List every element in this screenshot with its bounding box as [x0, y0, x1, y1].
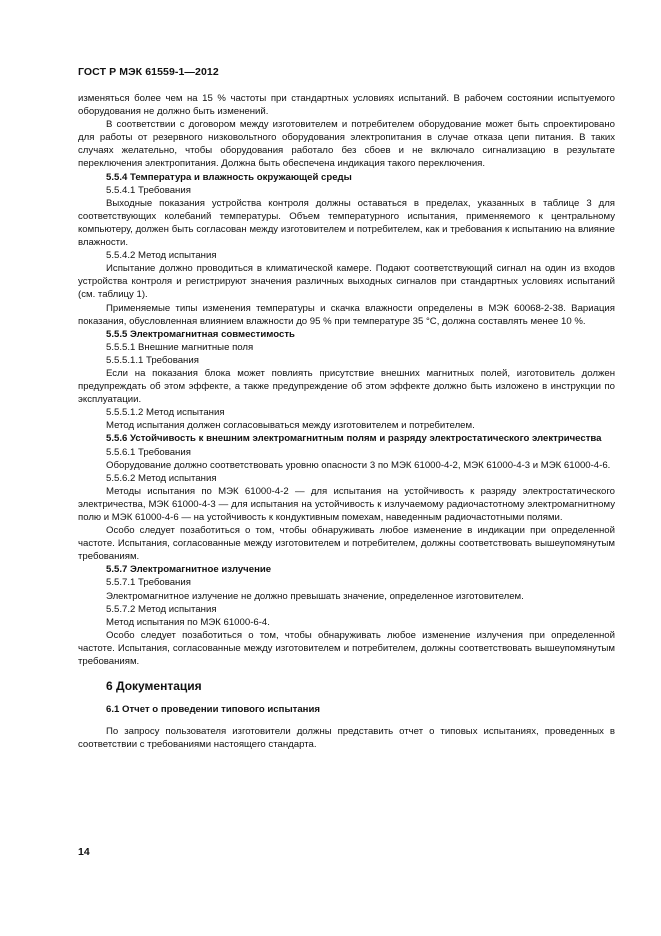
body-paragraph: изменяться более чем на 15 % частоты при стандартных условиях испытаний. В рабочем состоянии испытуемого оборудования не должно быть изменений.	[78, 93, 615, 118]
clause-heading: 5.5.6 Устойчивость к внешним электромагнитным полям и разряду электростатического электричества	[106, 433, 602, 445]
body-paragraph: Испытание должно проводиться в климатической камере. Подают соответствующий сигнал на один из входов устройства контроля и регистрируют значения различных выходных сигналов при стандартных условиях испытаний (см. таблицу 1).	[78, 263, 615, 301]
clause-heading: 5.5.4 Температура и влажность окружающей среды	[106, 171, 352, 183]
body-paragraph: Применяемые типы изменения температуры и скачка влажности определены в МЭК 60068-2-38. Вариация показания, обусловленная влиянием влажности до 95 % при температуре 35 °С, должна составлять менее 10 %.	[78, 302, 615, 327]
body-paragraph: 5.5.4.1 Требования	[106, 184, 191, 196]
body-paragraph: 5.5.4.2 Метод испытания	[106, 250, 217, 262]
page-number: 14	[78, 846, 90, 858]
subsection-heading: 6.1 Отчет о проведении типового испытания	[106, 704, 320, 716]
body-paragraph: 5.5.5.1.1 Требования	[106, 354, 199, 366]
section-heading: 6 Документация	[106, 679, 202, 694]
body-paragraph: Если на показания блока может повлиять присутствие внешних магнитных полей, изготовитель должен предупреждать об этом эффекте, а также предупреждение об этом эффекте должно быть изложено в инструкции по эксплуатации.	[78, 367, 615, 406]
body-paragraph: Электромагнитное излучение не должно превышать значение, определенное изготовителем.	[106, 590, 524, 602]
clause-heading: 5.5.7 Электромагнитное излучение	[106, 564, 272, 576]
body-paragraph: 5.5.6.2 Метод испытания	[106, 472, 217, 484]
body-paragraph: Особо следует позаботиться о том, чтобы обнаруживать любое изменение в индикации при определенной частоте. Испытания, согласованные между изготовителем и потребителем, должны соответствовать вышеупомянутым требованиям.	[78, 525, 615, 563]
body-paragraph: 5.5.7.2 Метод испытания	[106, 603, 217, 615]
body-paragraph: Выходные показания устройства контроля должны оставаться в пределах, указанных в таблице 3 для соответствующих колебаний температуры. Объем температурного испытания, применяемого к центральному компьютеру, должен быть согласован между изготовителем и потребителем, как и требования к испытанию на влияние влажности.	[78, 197, 615, 249]
body-paragraph: 5.5.6.1 Требования	[106, 446, 191, 458]
body-paragraph: Особо следует позаботиться о том, чтобы обнаруживать любое изменение излучения при определенной частоте. Испытания, согласованные между изготовителем и потребителем, должны соответствовать вышеупомянутым требованиям.	[78, 629, 615, 668]
body-paragraph: Оборудование должно соответствовать уровню опасности 3 по МЭК 61000-4-2, МЭК 61000-4-3 и МЭК 61000-4-6.	[106, 459, 611, 471]
body-paragraph: В соответствии с договором между изготовителем и потребителем оборудование может быть спроектировано для работы от резервного низковольтного оборудования электропитания в случае отказа цепи питания. В таких случаях желательно, чтобы оборудования работало без сбоев и не включало сигнализацию в результате переключения электропитания. Должна быть обеспечена индикация такого переключения.	[78, 119, 615, 170]
body-paragraph: Метод испытания должен согласовываться между изготовителем и потребителем.	[106, 420, 475, 432]
body-paragraph: Метод испытания по МЭК 61000-6-4.	[106, 616, 270, 628]
document-body	[78, 92, 615, 751]
clause-heading: 5.5.5 Электромагнитная совместимость	[106, 328, 295, 340]
document-header: ГОСТ Р МЭК 61559-1—2012	[78, 66, 219, 78]
body-paragraph: 5.5.7.1 Требования	[106, 577, 191, 589]
body-paragraph: 5.5.5.1.2 Метод испытания	[106, 407, 225, 419]
body-paragraph: Методы испытания по МЭК 61000-4-2 — для испытания на устойчивость к разряду электростатического электричества, МЭК 61000-4-3 — для испытания на устойчивость к излучаемому радиочастотному электромагнитному полю и МЭК 61000-4-6 — на устойчивость к кондуктивным помехам, наведенным радиочастотными полями.	[78, 485, 615, 523]
body-paragraph: По запросу пользователя изготовители должны представить отчет о типовых испытаниях, проведенных в соответствии с требованиями настоящего стандарта.	[78, 726, 615, 751]
body-paragraph: 5.5.5.1 Внешние магнитные поля	[106, 341, 254, 353]
